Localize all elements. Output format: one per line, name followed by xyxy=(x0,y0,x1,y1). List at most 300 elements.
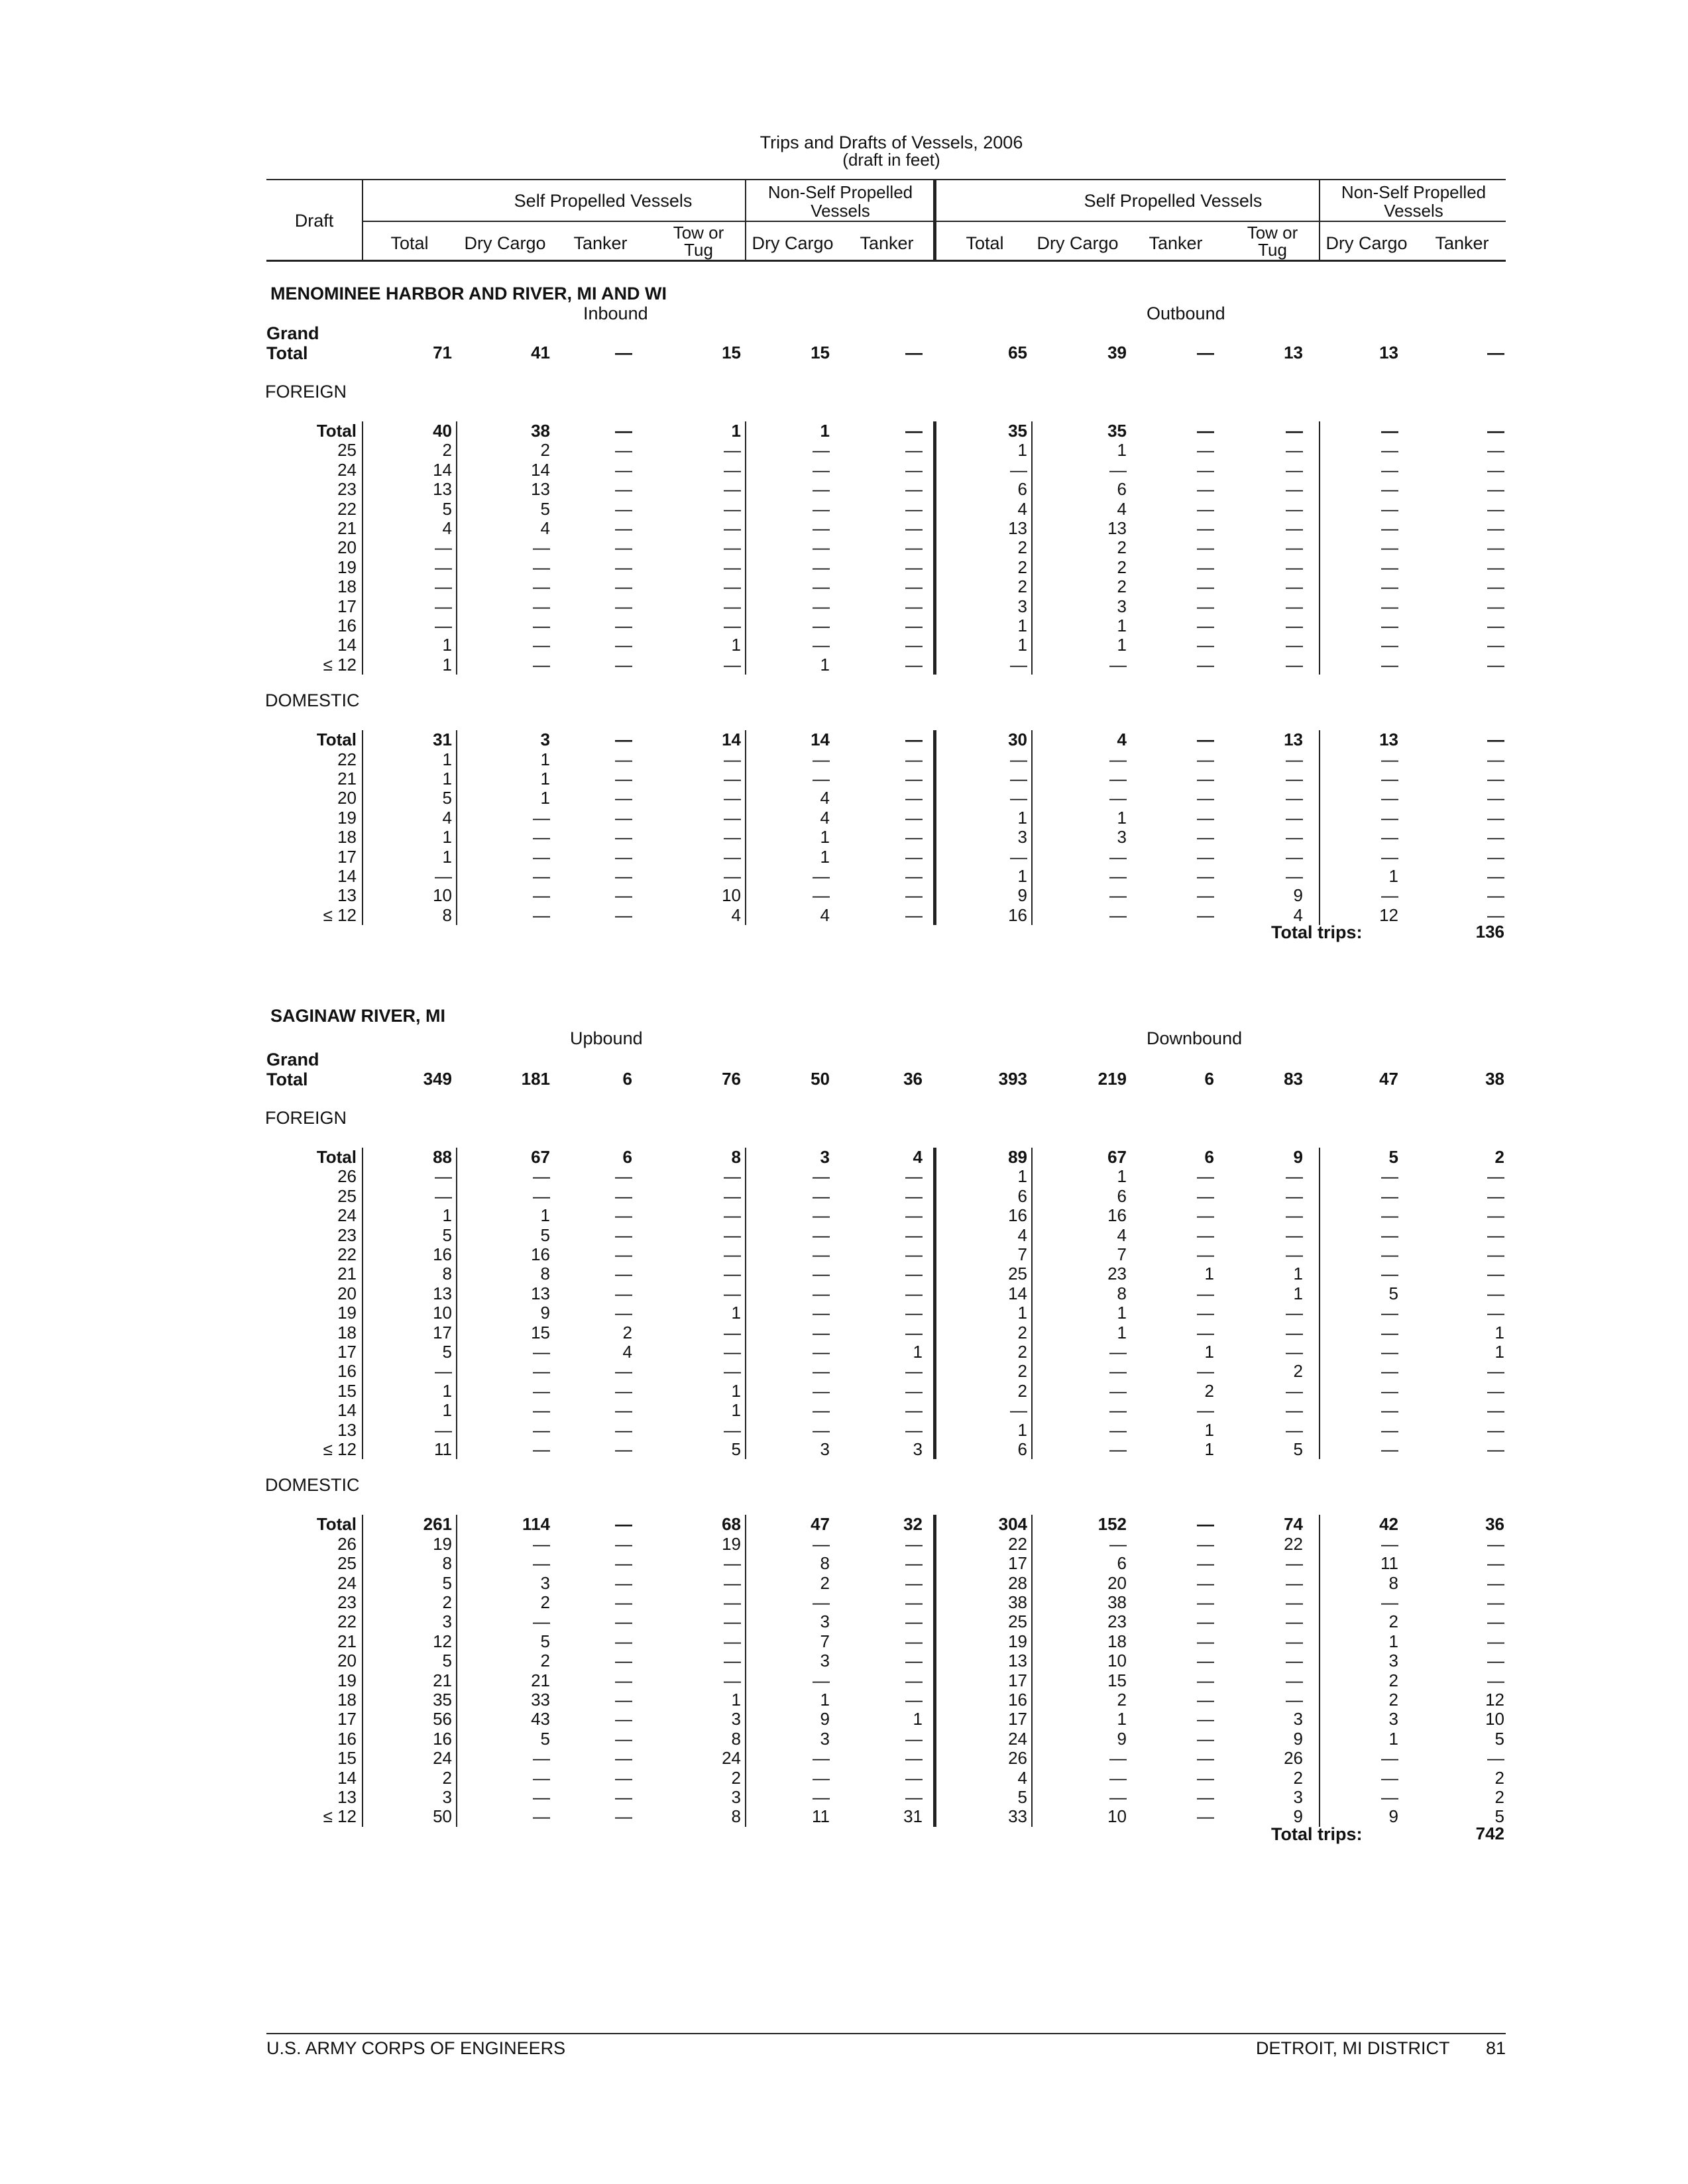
table-cell: — xyxy=(1381,846,1398,867)
table-cell: — xyxy=(615,1514,632,1535)
table-cell: 9 xyxy=(820,1709,830,1729)
table-cell: — xyxy=(533,1342,550,1362)
table-cell: — xyxy=(615,1380,632,1401)
table-cell: 5 xyxy=(442,1225,452,1245)
table-cell: 2 xyxy=(1388,1611,1398,1632)
table-cell: 35 xyxy=(1107,421,1127,441)
table-cell: 14 xyxy=(531,459,550,480)
row-rule xyxy=(1319,730,1320,925)
table-cell: — xyxy=(813,1400,830,1421)
table-cell: 25 xyxy=(1008,1611,1027,1632)
table-cell: — xyxy=(905,440,923,461)
table-cell: — xyxy=(905,1728,923,1749)
table-cell: — xyxy=(1010,788,1027,808)
table-cell: — xyxy=(533,1400,550,1421)
table-cell: — xyxy=(1286,1342,1303,1362)
table-cell: — xyxy=(1197,635,1214,655)
page-number: 81 xyxy=(1486,2038,1506,2058)
table-cell: 1 xyxy=(1117,440,1127,461)
table-cell: 56 xyxy=(433,1709,452,1729)
grand-total-value: 76 xyxy=(722,1069,741,1089)
table-cell: 23 xyxy=(1107,1264,1127,1284)
table-cell: 13 xyxy=(531,479,550,500)
table-cell: 14 xyxy=(811,730,830,750)
table-cell: — xyxy=(724,1205,741,1226)
table-cell: — xyxy=(1487,616,1504,635)
table-cell: — xyxy=(1487,1572,1504,1593)
table-cell: — xyxy=(1381,1400,1398,1421)
grand-total-value: 71 xyxy=(433,343,452,362)
draft-label: 20 xyxy=(337,1651,357,1671)
table-cell: 1 xyxy=(1117,1322,1127,1342)
table-cell: 1 xyxy=(1117,1709,1127,1729)
table-cell: — xyxy=(615,1166,632,1187)
table-cell: — xyxy=(533,537,550,558)
table-cell: 3 xyxy=(820,1147,830,1167)
table-cell: 1 xyxy=(540,769,550,789)
table-cell: 35 xyxy=(433,1690,452,1710)
table-cell: 10 xyxy=(722,885,741,906)
table-cell: 3 xyxy=(1017,596,1027,616)
table-cell: — xyxy=(905,1767,923,1788)
group-title: DOMESTIC xyxy=(265,690,360,711)
table-cell: 38 xyxy=(531,421,550,441)
table-cell: — xyxy=(615,730,632,750)
table-cell: — xyxy=(615,1592,632,1612)
table-cell: 1 xyxy=(442,654,452,675)
table-cell: — xyxy=(813,769,830,789)
table-cell: — xyxy=(533,846,550,867)
table-cell: — xyxy=(615,885,632,906)
table-cell: 1 xyxy=(442,769,452,789)
table-cell: — xyxy=(813,1244,830,1264)
draft-label: Total xyxy=(316,421,357,441)
table-cell: 261 xyxy=(423,1514,452,1535)
table-cell: 10 xyxy=(1485,1709,1504,1729)
row-rule xyxy=(1319,421,1320,675)
table-cell: 24 xyxy=(1008,1728,1027,1749)
table-cell: 1 xyxy=(540,749,550,769)
table-cell: — xyxy=(1197,1728,1214,1749)
table-cell: 8 xyxy=(442,1553,452,1574)
table-cell: — xyxy=(1487,635,1504,655)
table-cell: 13 xyxy=(433,1283,452,1303)
row-rule xyxy=(1031,730,1033,925)
table-cell: 11 xyxy=(812,1806,830,1827)
table-cell: 8 xyxy=(442,1264,452,1284)
row-rule xyxy=(362,1515,363,1826)
table-cell: — xyxy=(615,1419,632,1440)
table-cell: — xyxy=(905,1283,923,1303)
table-cell: — xyxy=(1197,616,1214,635)
table-cell: 2 xyxy=(1293,1361,1303,1382)
table-cell: — xyxy=(1381,1225,1398,1245)
table-cell: — xyxy=(533,1419,550,1440)
table-cell: — xyxy=(1487,827,1504,847)
table-cell: — xyxy=(724,769,741,789)
table-cell: 3 xyxy=(1293,1709,1303,1729)
table-cell: — xyxy=(1286,788,1303,808)
table-cell: — xyxy=(615,616,632,635)
table-cell: 1 xyxy=(1017,635,1027,655)
column-header: Tanker xyxy=(573,233,628,253)
table-cell: 5 xyxy=(442,498,452,519)
table-cell: — xyxy=(724,1283,741,1303)
draft-label: 17 xyxy=(337,1709,357,1729)
table-cell: — xyxy=(724,827,741,847)
table-cell: 3 xyxy=(442,1787,452,1807)
table-cell: — xyxy=(1109,654,1127,675)
draft-label: 13 xyxy=(337,1419,357,1440)
table-cell: — xyxy=(1487,1264,1504,1284)
table-cell: — xyxy=(1197,1631,1214,1651)
table-cell: 2 xyxy=(442,440,452,461)
table-cell: — xyxy=(1381,1166,1398,1187)
table-cell: — xyxy=(905,1185,923,1206)
table-cell: 1 xyxy=(731,421,741,441)
draft-label: 19 xyxy=(337,1303,357,1323)
table-cell: — xyxy=(1487,846,1504,867)
table-cell: — xyxy=(1197,479,1214,500)
table-cell: — xyxy=(905,1303,923,1323)
draft-label: 20 xyxy=(337,788,357,808)
table-cell: — xyxy=(1197,537,1214,558)
table-cell: — xyxy=(615,479,632,500)
table-cell: 3 xyxy=(1388,1709,1398,1729)
table-cell: — xyxy=(1197,440,1214,461)
total-trips-label: Total trips: xyxy=(1271,1824,1363,1844)
table-cell: — xyxy=(905,866,923,886)
draft-label: 13 xyxy=(337,1787,357,1807)
table-cell: — xyxy=(1197,788,1214,808)
table-cell: 5 xyxy=(1293,1439,1303,1459)
table-cell: — xyxy=(615,1631,632,1651)
table-cell: 1 xyxy=(1017,1303,1027,1323)
table-cell: 2 xyxy=(622,1322,632,1342)
table-cell: 8 xyxy=(1388,1572,1398,1593)
table-cell: — xyxy=(1286,596,1303,616)
draft-label: 19 xyxy=(337,1670,357,1690)
grand-total-value: — xyxy=(1197,343,1214,362)
table-cell: — xyxy=(615,1400,632,1421)
table-cell: — xyxy=(1197,459,1214,480)
group-title: DOMESTIC xyxy=(265,1475,360,1496)
table-cell: — xyxy=(1286,1651,1303,1671)
table-cell: — xyxy=(905,654,923,675)
table-cell: 152 xyxy=(1097,1514,1127,1535)
table-cell: — xyxy=(724,1419,741,1440)
table-cell: — xyxy=(1197,1166,1214,1187)
table-cell: 4 xyxy=(1117,730,1127,750)
table-cell: 1 xyxy=(1117,1166,1127,1187)
table-cell: 6 xyxy=(622,1147,632,1167)
draft-label: 17 xyxy=(337,1342,357,1362)
header-nspv-in: Non-Self Propelled Vessels xyxy=(767,182,913,221)
footer-right: DETROIT, MI DISTRICT xyxy=(1256,2038,1450,2058)
table-cell: — xyxy=(724,1670,741,1690)
table-cell: 3 xyxy=(913,1439,923,1459)
table-cell: — xyxy=(1197,1533,1214,1554)
table-cell: — xyxy=(1487,1380,1504,1401)
table-cell: — xyxy=(1197,654,1214,675)
table-cell: — xyxy=(615,459,632,480)
table-cell: 9 xyxy=(540,1303,550,1323)
table-cell: — xyxy=(724,537,741,558)
table-cell: 1 xyxy=(442,1380,452,1401)
table-cell: 2 xyxy=(540,440,550,461)
table-cell: — xyxy=(1487,498,1504,519)
draft-label: 21 xyxy=(337,1264,357,1284)
table-cell: 26 xyxy=(1008,1748,1027,1769)
table-cell: — xyxy=(905,1611,923,1632)
table-cell: — xyxy=(435,1361,452,1382)
table-cell: 10 xyxy=(433,885,452,906)
row-rule xyxy=(1319,1148,1320,1459)
table-cell: 1 xyxy=(1388,1728,1398,1749)
table-cell: — xyxy=(533,885,550,906)
table-cell: 9 xyxy=(1293,1728,1303,1749)
table-cell: — xyxy=(813,1303,830,1323)
table-cell: — xyxy=(1286,1322,1303,1342)
row-rule xyxy=(362,421,363,675)
table-cell: — xyxy=(615,769,632,789)
table-cell: 42 xyxy=(1379,1514,1398,1535)
table-cell: — xyxy=(1286,1592,1303,1612)
table-cell: 4 xyxy=(1017,498,1027,519)
table-cell: — xyxy=(435,1166,452,1187)
table-cell: 16 xyxy=(531,1244,550,1264)
table-cell: — xyxy=(1381,769,1398,789)
table-cell: 5 xyxy=(1494,1806,1504,1827)
table-cell: 5 xyxy=(540,498,550,519)
table-cell: 3 xyxy=(820,1728,830,1749)
table-cell: — xyxy=(533,904,550,925)
column-header: Tanker xyxy=(1435,233,1489,253)
table-cell: — xyxy=(615,576,632,597)
table-cell: — xyxy=(1286,1419,1303,1440)
table-cell: — xyxy=(1381,479,1398,500)
column-header: Tanker xyxy=(860,233,914,253)
table-cell: — xyxy=(435,537,452,558)
table-cell: — xyxy=(1109,1419,1127,1440)
table-cell: — xyxy=(615,1748,632,1769)
table-cell: — xyxy=(1197,1322,1214,1342)
table-cell: — xyxy=(905,1361,923,1382)
table-cell: — xyxy=(1381,827,1398,847)
table-cell: 2 xyxy=(1117,537,1127,558)
table-cell: — xyxy=(1487,1166,1504,1187)
table-cell: — xyxy=(813,518,830,538)
table-cell: 1 xyxy=(1017,866,1027,886)
table-cell: — xyxy=(1197,576,1214,597)
draft-label: 14 xyxy=(337,635,357,655)
table-cell: 11 xyxy=(434,1439,452,1459)
grand-total-label: Grand xyxy=(266,323,319,343)
table-cell: — xyxy=(1109,1767,1127,1788)
table-cell: — xyxy=(724,807,741,828)
draft-label: 22 xyxy=(337,749,357,769)
draft-label: 23 xyxy=(337,1225,357,1245)
table-cell: — xyxy=(1197,1553,1214,1574)
table-cell: — xyxy=(905,846,923,867)
column-header: Total xyxy=(966,233,1004,253)
table-cell: — xyxy=(905,1419,923,1440)
table-cell: 68 xyxy=(722,1514,741,1535)
table-cell: — xyxy=(615,1553,632,1574)
table-cell: — xyxy=(905,1533,923,1554)
table-cell: — xyxy=(1381,537,1398,558)
table-cell: — xyxy=(435,616,452,635)
table-cell: — xyxy=(1381,807,1398,828)
grand-total-value: — xyxy=(905,343,923,362)
table-cell: — xyxy=(1487,1592,1504,1612)
table-cell: — xyxy=(1286,498,1303,519)
table-cell: — xyxy=(1197,904,1214,925)
table-cell: — xyxy=(1286,576,1303,597)
table-cell: 22 xyxy=(1284,1533,1303,1554)
table-cell: 18 xyxy=(1107,1631,1127,1651)
table-cell: — xyxy=(724,1651,741,1671)
table-cell: — xyxy=(533,1439,550,1459)
table-cell: 4 xyxy=(622,1342,632,1362)
table-cell: — xyxy=(533,1185,550,1206)
table-cell: — xyxy=(1286,635,1303,655)
table-cell: — xyxy=(905,1244,923,1264)
draft-label: 18 xyxy=(337,1322,357,1342)
table-cell: 16 xyxy=(1008,1205,1027,1226)
table-cell: 3 xyxy=(540,730,550,750)
grand-total-value: 36 xyxy=(903,1069,923,1089)
table-cell: — xyxy=(1487,885,1504,906)
draft-label: 16 xyxy=(337,616,357,635)
table-cell: — xyxy=(905,730,923,750)
table-cell: 2 xyxy=(540,1592,550,1612)
table-cell: — xyxy=(813,1419,830,1440)
table-cell: — xyxy=(1109,1748,1127,1769)
total-trips-value: 136 xyxy=(1475,922,1504,942)
table-cell: 1 xyxy=(1017,1166,1027,1187)
table-cell: 31 xyxy=(903,1806,923,1827)
table-cell: — xyxy=(1487,1225,1504,1245)
table-cell: — xyxy=(1197,1787,1214,1807)
table-cell: — xyxy=(1487,1611,1504,1632)
draft-label: 25 xyxy=(337,1185,357,1206)
table-cell: 4 xyxy=(1017,1767,1027,1788)
table-cell: 2 xyxy=(820,1572,830,1593)
grand-total-label: Total xyxy=(266,1069,308,1089)
table-cell: — xyxy=(905,1264,923,1284)
row-rule-heavy xyxy=(933,421,936,675)
table-cell: — xyxy=(905,498,923,519)
table-cell: 16 xyxy=(1107,1205,1127,1226)
table-cell: — xyxy=(905,616,923,635)
draft-label: Total xyxy=(316,730,357,750)
table-cell: 10 xyxy=(1107,1651,1127,1671)
table-cell: — xyxy=(1487,1244,1504,1264)
table-cell: — xyxy=(1197,749,1214,769)
table-cell: — xyxy=(905,769,923,789)
table-cell: 43 xyxy=(531,1709,550,1729)
grand-total-value: 15 xyxy=(811,343,830,362)
header-draft: Draft xyxy=(294,211,334,231)
table-cell: — xyxy=(615,1670,632,1690)
table-cell: — xyxy=(905,749,923,769)
draft-label: 16 xyxy=(337,1728,357,1749)
table-cell: — xyxy=(1197,807,1214,828)
table-cell: — xyxy=(813,1322,830,1342)
table-cell: — xyxy=(1487,769,1504,789)
table-cell: 2 xyxy=(1117,1690,1127,1710)
table-cell: 1 xyxy=(540,1205,550,1226)
table-cell: — xyxy=(1381,1439,1398,1459)
table-cell: — xyxy=(1286,1244,1303,1264)
table-cell: 1 xyxy=(442,846,452,867)
column-header: Tow or Tug xyxy=(673,223,724,260)
table-cell: — xyxy=(813,1342,830,1362)
table-cell: 12 xyxy=(433,1631,452,1651)
table-cell: — xyxy=(1487,1533,1504,1554)
table-cell: 24 xyxy=(433,1748,452,1769)
table-cell: — xyxy=(615,1572,632,1593)
grand-total-value: 349 xyxy=(423,1069,452,1089)
table-cell: — xyxy=(724,616,741,635)
table-cell: 8 xyxy=(731,1147,741,1167)
table-cell: — xyxy=(905,1322,923,1342)
table-cell: — xyxy=(533,1553,550,1574)
table-cell: 36 xyxy=(1485,1514,1504,1535)
table-cell: — xyxy=(813,557,830,577)
table-cell: — xyxy=(813,1670,830,1690)
table-cell: — xyxy=(905,1670,923,1690)
table-cell: — xyxy=(1286,807,1303,828)
table-cell: — xyxy=(1010,654,1027,675)
direction-inbound: Inbound xyxy=(583,303,648,323)
grand-total-value: — xyxy=(1487,343,1504,362)
table-cell: — xyxy=(1487,1419,1504,1440)
table-cell: — xyxy=(1487,866,1504,886)
grand-total-value: 38 xyxy=(1485,1069,1504,1089)
table-cell: — xyxy=(435,1419,452,1440)
draft-label: Total xyxy=(316,1514,357,1535)
table-cell: — xyxy=(533,596,550,616)
table-cell: — xyxy=(615,827,632,847)
table-cell: 33 xyxy=(1008,1806,1027,1827)
table-cell: 6 xyxy=(1117,479,1127,500)
table-cell: 1 xyxy=(731,1380,741,1401)
table-cell: 7 xyxy=(1017,1244,1027,1264)
table-cell: — xyxy=(1197,769,1214,789)
table-cell: — xyxy=(1381,749,1398,769)
table-cell: — xyxy=(533,1380,550,1401)
table-cell: — xyxy=(615,1709,632,1729)
table-cell: — xyxy=(1109,749,1127,769)
table-cell: 1 xyxy=(1017,616,1027,635)
table-cell: 19 xyxy=(433,1533,452,1554)
table-cell: — xyxy=(1381,576,1398,597)
table-cell: 4 xyxy=(1117,498,1127,519)
table-cell: 4 xyxy=(820,807,830,828)
table-cell: 67 xyxy=(1107,1147,1127,1167)
table-cell: — xyxy=(615,1361,632,1382)
table-cell: — xyxy=(1286,749,1303,769)
table-cell: 8 xyxy=(731,1806,741,1827)
draft-label: 21 xyxy=(337,1631,357,1651)
table-cell: — xyxy=(1197,1283,1214,1303)
table-cell: — xyxy=(1197,596,1214,616)
table-cell: — xyxy=(813,440,830,461)
table-cell: — xyxy=(1286,1670,1303,1690)
table-cell: — xyxy=(1487,596,1504,616)
